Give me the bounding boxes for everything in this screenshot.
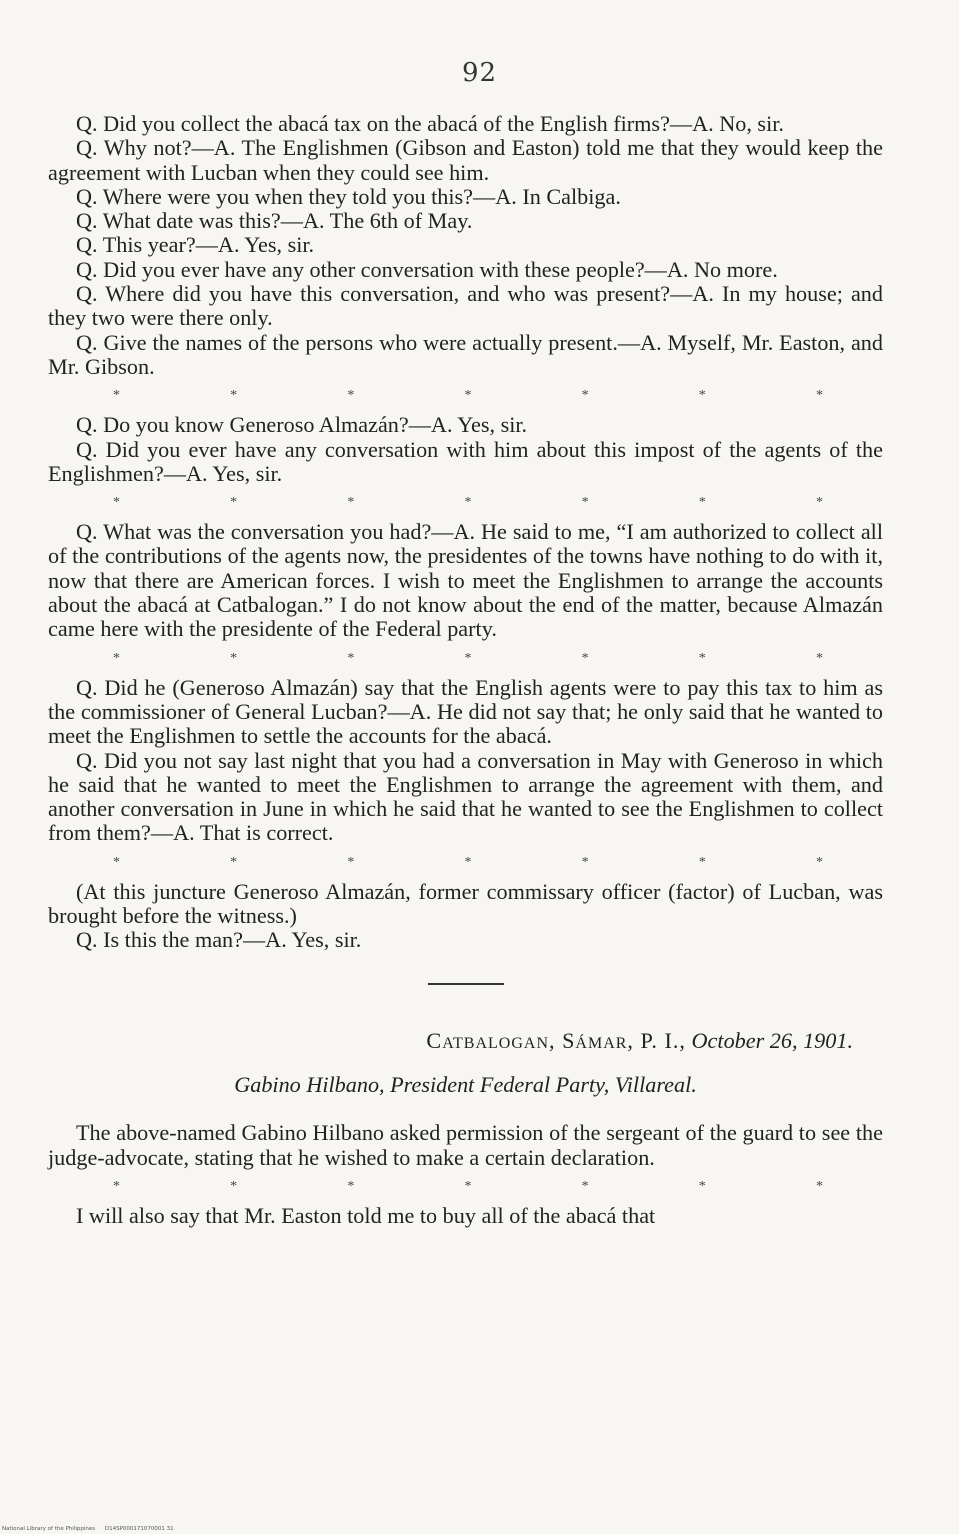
asterisk: * [113, 1178, 120, 1194]
asterisk: * [581, 650, 589, 666]
testimony-block-2 [48, 413, 883, 486]
paragraph: Q. Where were you when they told you this?—A. In Calbiga. [76, 183, 621, 209]
asterisk: * [698, 388, 706, 404]
paragraph: The above-named Gabino Hilbano asked permission of the sergeant of the guard to see the judge-advocate, stating that he wished to make a certain declaration. [48, 1120, 883, 1170]
asterisk: * [347, 1178, 355, 1194]
asterisk: * [347, 650, 355, 666]
declaration-block [48, 1121, 883, 1170]
paragraph: Q. What was the conversation you had?—A. He said to me, “I am authorized to collect all of the contributions of the agents now, the presidentes of the towns have nothing to do with it, now that there are American forces. I wish to meet the Englishmen to arrange the accounts about the abacá at Catbalogan.” I do not know about the end of the matter, because Almazán came here with the presidente of the Federal party. [48, 519, 883, 642]
asterisk: * [113, 650, 120, 666]
paragraph: Q. Did you not say last night that you had a conversation in May with Generoso in which he said that he wanted to meet the Englishmen to arrange the agreement with them, and another conversation in June in which he said that he wanted to see the Englishmen to collect from them?—A. That is correct. [48, 747, 883, 846]
section-divider [428, 983, 504, 985]
asterisk: * [347, 388, 355, 404]
asterisk: * [464, 1178, 472, 1194]
asterisk: * [698, 650, 706, 666]
asterisk: * [581, 854, 589, 870]
footer-library: National Library of the Philippines [2, 1526, 96, 1532]
asterisk: * [464, 495, 472, 511]
asterisk: * [230, 650, 238, 666]
asterisk: * [230, 854, 238, 870]
asterisk: * [581, 495, 589, 511]
asterisk: * [698, 495, 706, 511]
ellipsis-stars [48, 379, 883, 413]
dateline-date: October 26, 1901. [691, 1027, 853, 1053]
asterisk: * [698, 1178, 706, 1194]
section-subheading: Gabino Hilbano, President Federal Party, Villareal. [234, 1071, 697, 1097]
ellipsis-stars [48, 1170, 883, 1204]
paragraph: I will also say that Mr. Easton told me to buy all of the abacá that [76, 1202, 656, 1228]
ellipsis-stars [48, 846, 883, 880]
declaration-continuation [48, 1204, 883, 1228]
ellipsis-stars [48, 642, 883, 676]
testimony-block-3 [48, 520, 883, 641]
paragraph: (At this juncture Generoso Almazán, former commissary officer (factor) of Lucban, was brought before the witness.) [48, 878, 883, 929]
paragraph: Q. Where did you have this conversation, and who was present?—A. In my house; and they two were there only. [48, 281, 883, 331]
paragraph: Q. What date was this?—A. The 6th of May. [76, 208, 473, 234]
paragraph: Q. This year?—A. Yes, sir. [76, 232, 315, 258]
asterisk: * [815, 1178, 823, 1194]
asterisk: * [815, 650, 823, 666]
asterisk: * [230, 388, 238, 404]
asterisk: * [230, 1178, 238, 1194]
paragraph: Q. Do you know Generoso Almazán?—A. Yes, sir. [76, 412, 528, 438]
paragraph: Q. Did you ever have any conversation with him about this impost of the agents of the Englishmen?—A. Yes, sir. [48, 436, 883, 486]
asterisk: * [581, 1178, 589, 1194]
asterisk: * [347, 854, 355, 870]
testimony-block-5 [48, 880, 883, 953]
asterisk: * [464, 854, 472, 870]
ellipsis-stars [48, 486, 883, 520]
scan-footer [2, 1526, 182, 1532]
paragraph: Q. Why not?—A. The Englishmen (Gibson and Easton) told me that they would keep the agreement with Lucban when they could see him. [48, 135, 883, 185]
paragraph: Q. Give the names of the persons who were actually present.—A. Myself, Mr. Easton, and Mr. Gibson. [48, 329, 883, 379]
asterisk: * [464, 388, 472, 404]
paragraph: Q. Is this the man?—A. Yes, sir. [76, 927, 362, 953]
asterisk: * [113, 854, 120, 870]
asterisk: * [815, 388, 823, 404]
asterisk: * [698, 854, 706, 870]
dateline [48, 1029, 883, 1053]
asterisk: * [815, 854, 823, 870]
asterisk: * [464, 650, 472, 666]
asterisk: * [815, 495, 823, 511]
paragraph: Q. Did he (Generoso Almazán) say that the English agents were to pay this tax to him as the commissioner of General Lucban?—A. He did not say that; he only said that he wanted to meet the Englishmen to settle the accounts for the abacá. [48, 674, 883, 749]
footer-code: D14SP000171070001 31 [104, 1526, 174, 1532]
asterisk: * [113, 495, 120, 511]
page-body [48, 112, 883, 1228]
paragraph: Q. Did you collect the abacá tax on the abacá of the English firms?—A. No, sir. [76, 111, 784, 136]
testimony-block-1 [48, 112, 883, 379]
asterisk: * [347, 495, 355, 511]
page-number: 92 [461, 58, 498, 88]
paragraph: Q. Did you ever have any other conversation with these people?—A. No more. [76, 256, 778, 282]
asterisk: * [230, 495, 238, 511]
asterisk: * [113, 388, 120, 404]
testimony-block-4 [48, 676, 883, 846]
asterisk: * [581, 388, 589, 404]
dateline-place: Catbalogan, Sámar, P. I., [426, 1027, 686, 1053]
